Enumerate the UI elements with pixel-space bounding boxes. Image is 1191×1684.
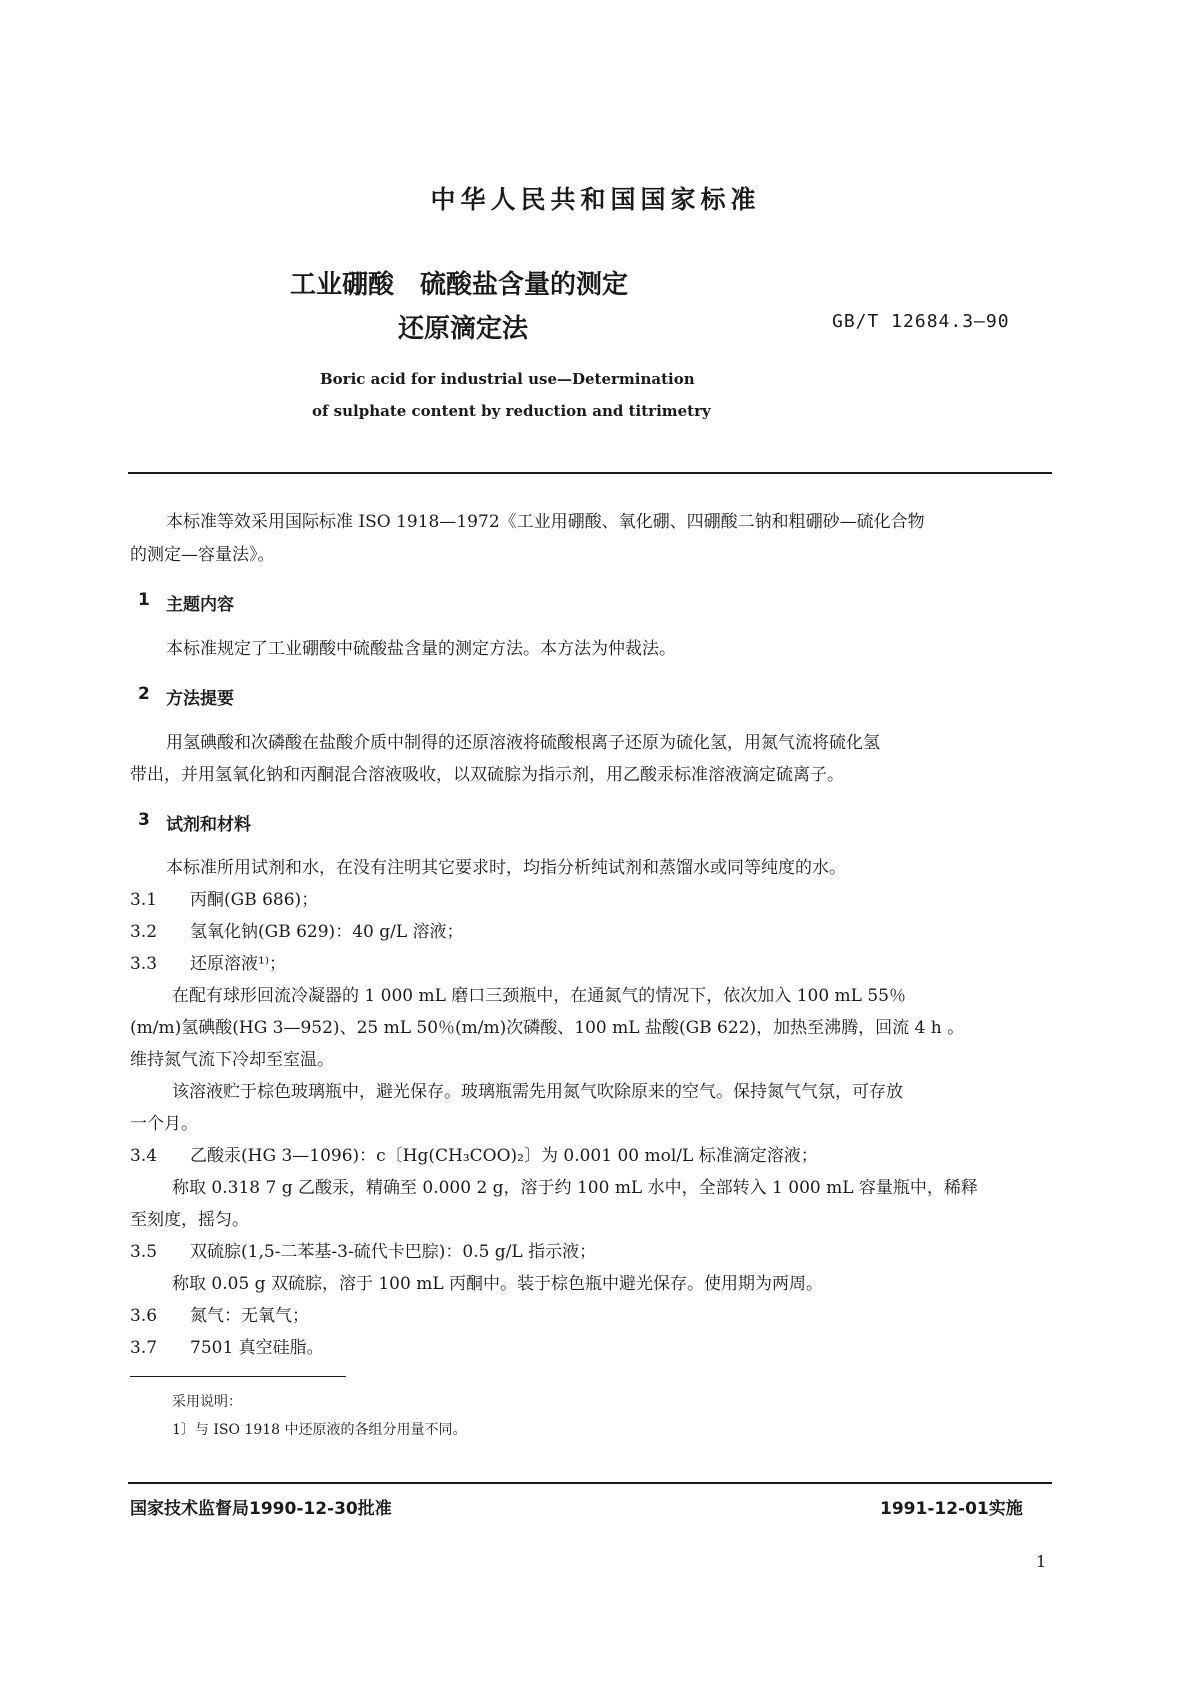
intro-line2: 的测定—容量法》。 [130, 545, 275, 565]
section-2-line1: 用氢碘酸和次磷酸在盐酸介质中制得的还原溶液将硫酸根离子还原为硫化氢，用氮气流将硫化氢 [166, 733, 880, 753]
item-3-3-para2: (m/m)氢碘酸(HG 3—952)、25 mL 50％(m/m)次磷酸、100 mL 盐酸(GB 622)，加热至沸腾，回流 4 h 。 [130, 1018, 965, 1038]
document-subtitle: 还原滴定法 [398, 314, 529, 344]
section-1-title: 主题内容 [166, 595, 234, 615]
item-3-7-text: 7501 真空硅脂。 [190, 1338, 324, 1358]
item-3-4-number: 3.4 [130, 1146, 158, 1166]
section-2-number: 2 [138, 684, 150, 704]
intro-line1: 本标准等效采用国际标准 ISO 1918—1972《工业用硼酸、氧化硼、四硼酸二钠和粗硼砂—硫化合物 [166, 512, 925, 532]
item-3-3-para4: 该溶液贮于棕色玻璃瓶中，避光保存。玻璃瓶需先用氮气吹除原来的空气。保持氮气气氛，可存放 [172, 1082, 903, 1102]
document-title: 工业硼酸 硫酸盐含量的测定 [290, 270, 629, 300]
english-title-line2: of sulphate content by reduction and titrimetry [312, 402, 711, 420]
section-3-title: 试剂和材料 [166, 815, 251, 835]
item-3-3-text: 还原溶液¹⁾； [190, 954, 286, 974]
section-3-number: 3 [138, 810, 150, 830]
english-title-line1: Boric acid for industrial use—Determination [320, 370, 695, 388]
header-divider [128, 472, 1052, 474]
item-3-6-number: 3.6 [130, 1306, 158, 1326]
section-1-text: 本标准规定了工业硼酸中硫酸盐含量的测定方法。本方法为仲裁法。 [166, 639, 676, 659]
item-3-5-number: 3.5 [130, 1242, 158, 1262]
item-3-3-para5: 一个月。 [130, 1114, 198, 1134]
country-standard-heading: 中华人民共和国国家标准 [430, 185, 761, 214]
item-3-1-text: 丙酮(GB 686)； [190, 890, 319, 910]
item-3-5-text: 双硫腙(1,5-二苯基-3-硫代卡巴腙)：0.5 g/L 指示液； [190, 1242, 597, 1262]
footnote-divider [130, 1376, 346, 1377]
item-3-3-number: 3.3 [130, 954, 158, 974]
section-3-intro: 本标准所用试剂和水，在没有注明其它要求时，均指分析纯试剂和蒸馏水或同等纯度的水。 [166, 858, 846, 878]
footnote-label: 采用说明： [172, 1394, 242, 1410]
standard-code: GB/T 12684.3—90 [832, 311, 1010, 332]
item-3-2-number: 3.2 [130, 922, 158, 942]
footer-divider [128, 1482, 1052, 1484]
section-2-line2: 带出，并用氢氧化钠和丙酮混合溶液吸收，以双硫腙为指示剂，用乙酸汞标准溶液滴定硫离子。 [130, 765, 844, 785]
section-2-title: 方法提要 [166, 689, 234, 709]
item-3-7-number: 3.7 [130, 1338, 158, 1358]
item-3-6-text: 氮气：无氧气； [190, 1306, 309, 1326]
item-3-4-para2: 至刻度，摇匀。 [130, 1210, 249, 1230]
page-number: 1 [1036, 1552, 1047, 1571]
section-1-number: 1 [138, 590, 150, 610]
item-3-3-para3: 维持氮气流下冷却至室温。 [130, 1050, 334, 1070]
item-3-5-para1: 称取 0.05 g 双硫腙，溶于 100 mL 丙酮中。装于棕色瓶中避光保存。使用期为两周。 [172, 1274, 824, 1294]
item-3-3-para1: 在配有球形回流冷凝器的 1 000 mL 磨口三颈瓶中，在通氮气的情况下，依次加入 100 mL 55％ [172, 986, 906, 1006]
item-3-1-number: 3.1 [130, 890, 158, 910]
approval-date: 国家技术监督局1990-12-30批准 [130, 1499, 392, 1519]
effective-date: 1991-12-01实施 [880, 1499, 1023, 1519]
item-3-4-para1: 称取 0.318 7 g 乙酸汞，精确至 0.000 2 g，溶于约 100 mL 水中，全部转入 1 000 mL 容量瓶中，稀释 [172, 1178, 978, 1198]
footnote-text: 1〕与 ISO 1918 中还原液的各组分用量不同。 [172, 1422, 467, 1438]
item-3-4-text: 乙酸汞(HG 3—1096)：c〔Hg(CH₃COO)₂〕为 0.001 00 mol/L 标准滴定溶液； [190, 1146, 818, 1166]
item-3-2-text: 氢氧化钠(GB 629)：40 g/L 溶液； [190, 922, 464, 942]
